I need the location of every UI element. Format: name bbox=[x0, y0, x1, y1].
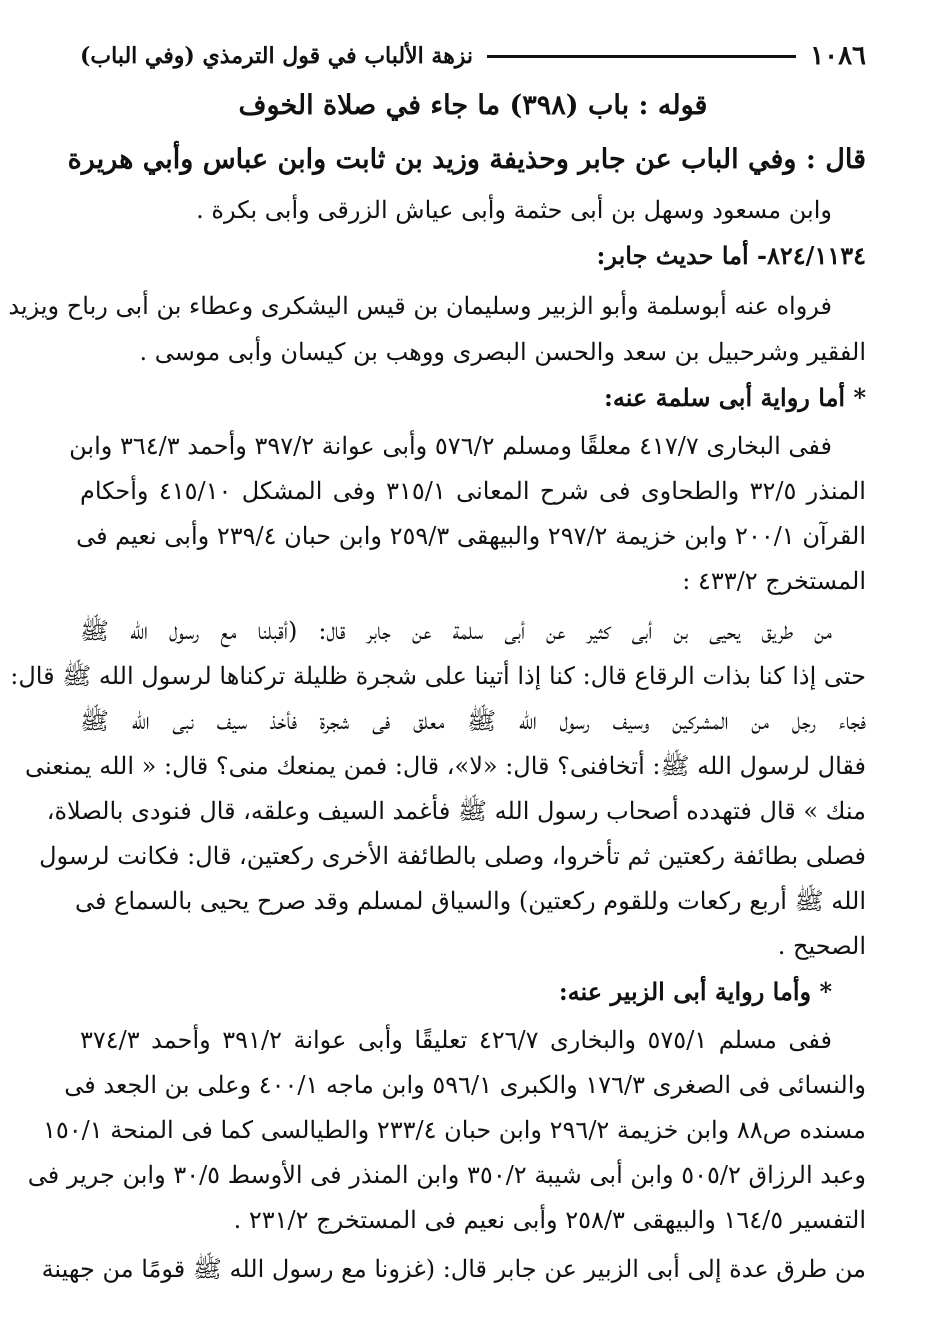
hadith-heading: ٨٢٤/١١٣٤- أما حديث جابر: bbox=[596, 241, 866, 270]
text-line: مسنده ص٨٨ وابن خزيمة ٢٩٦/٢ وابن حبان ٢٣٣/٤ والطيالسى كما فى المنحة ١٥٠/١ bbox=[42, 1116, 866, 1144]
text-line: ففى البخارى ٤١٧/٧ معلقًا ومسلم ٥٧٦/٢ وأبى عوانة ٣٩٧/٢ وأحمد ٣٦٤/٣ وابن bbox=[69, 432, 832, 460]
text-line: القرآن ٢٠٠/١ وابن خزيمة ٢٩٧/٢ والبيهقى ٢٥٩/٣ وابن حبان ٢٣٩/٤ وأبى نعيم فى bbox=[76, 522, 866, 550]
text-line: قال : وفي الباب عن جابر وحذيفة وزيد بن ثابت وابن عباس وأبي هريرة bbox=[67, 144, 866, 175]
text-line: وعبد الرزاق ٥٠٥/٢ وابن أبى شيبة ٣٥٠/٢ وابن المنذر فى الأوسط ٣٠/٥ وابن جرير فى bbox=[27, 1161, 866, 1189]
text-line: منك » قال فتهدده أصحاب رسول الله ﷺ فأغمد السيف وعلقه، قال فنودى بالصلاة، bbox=[46, 797, 866, 825]
book-title: نزهة الألباب في قول الترمذي (وفي الباب) bbox=[80, 43, 474, 69]
text-line: حتى إذا كنا بذات الرقاع قال: كنا إذا أتينا على شجرة ظليلة تركناها لرسول الله ﷺ قال: bbox=[10, 662, 866, 690]
text-line: فرواه عنه أبوسلمة وأبو الزبير وسليمان بن قيس اليشكرى وعطاء بن أبى رباح ويزيد bbox=[8, 292, 832, 320]
text-line: فقال لرسول الله ﷺ: أتخافنى؟ قال: «لا»، قال: فمن يمنعك منى؟ قال: « الله يمنعنى bbox=[24, 752, 866, 780]
text-line: من طرق عدة إلى أبى الزبير عن جابر قال: (غزونا مع رسول الله ﷺ قومًا من جهينة bbox=[41, 1255, 866, 1283]
text-line: فصلى بطائفة ركعتين ثم تأخروا، وصلى بالطائفة الأخرى ركعتين، قال: فكانت لرسول bbox=[39, 842, 866, 870]
page-header bbox=[80, 36, 866, 76]
text-line: وابن مسعود وسهل بن أبى حثمة وأبى عياش الزرقى وأبى بكرة . bbox=[196, 196, 832, 224]
chapter-heading: قوله : باب (٣٩٨) ما جاء في صلاة الخوف bbox=[238, 90, 708, 121]
section-heading: * أما رواية أبى سلمة عنه: bbox=[604, 383, 866, 412]
text-line: والنسائى فى الصغرى ١٧٦/٣ والكبرى ٥٩٦/١ وابن ماجه ٤٠٠/١ وعلى بن الجعد فى bbox=[64, 1071, 866, 1099]
text-line: الصحيح . bbox=[777, 932, 866, 960]
text-line: المستخرج ٤٣٣/٢ : bbox=[682, 567, 866, 595]
text-line: ففى مسلم ٥٧٥/١ والبخارى ٤٢٦/٧ تعليقًا وأبى عوانة ٣٩١/٢ وأحمد ٣٧٤/٣ bbox=[80, 1026, 833, 1054]
text-line: الفقير وشرحبيل بن سعد والحسن البصرى ووهب بن كيسان وأبى موسى . bbox=[139, 338, 866, 366]
header-rule bbox=[487, 55, 796, 58]
text-line: فجاء رجل من المشركين وسيف رسول الله ﷺ معلق فى شجرة فأخذ سيف نبى الله ﷺ bbox=[80, 707, 866, 735]
text-line: التفسير ١٦٤/٥ والبيهقى ٢٥٨/٣ وأبى نعيم فى المستخرج ٢٣١/٢ . bbox=[233, 1206, 866, 1234]
text-line: المنذر ٣٢/٥ والطحاوى فى شرح المعانى ٣١٥/١ وفى المشكل ٤١٥/١٠ وأحكام bbox=[80, 477, 866, 505]
text-line: من طريق يحيى بن أبى كثير عن أبى سلمة عن جابر قال: (أقبلنا مع رسول الله ﷺ bbox=[80, 617, 832, 645]
section-heading: * وأما رواية أبى الزبير عنه: bbox=[558, 977, 832, 1006]
page-number: ١٠٨٦ bbox=[810, 41, 866, 71]
text-line: الله ﷺ أربع ركعات وللقوم ركعتين) والسياق لمسلم وقد صرح يحيى بالسماع فى bbox=[74, 887, 866, 915]
